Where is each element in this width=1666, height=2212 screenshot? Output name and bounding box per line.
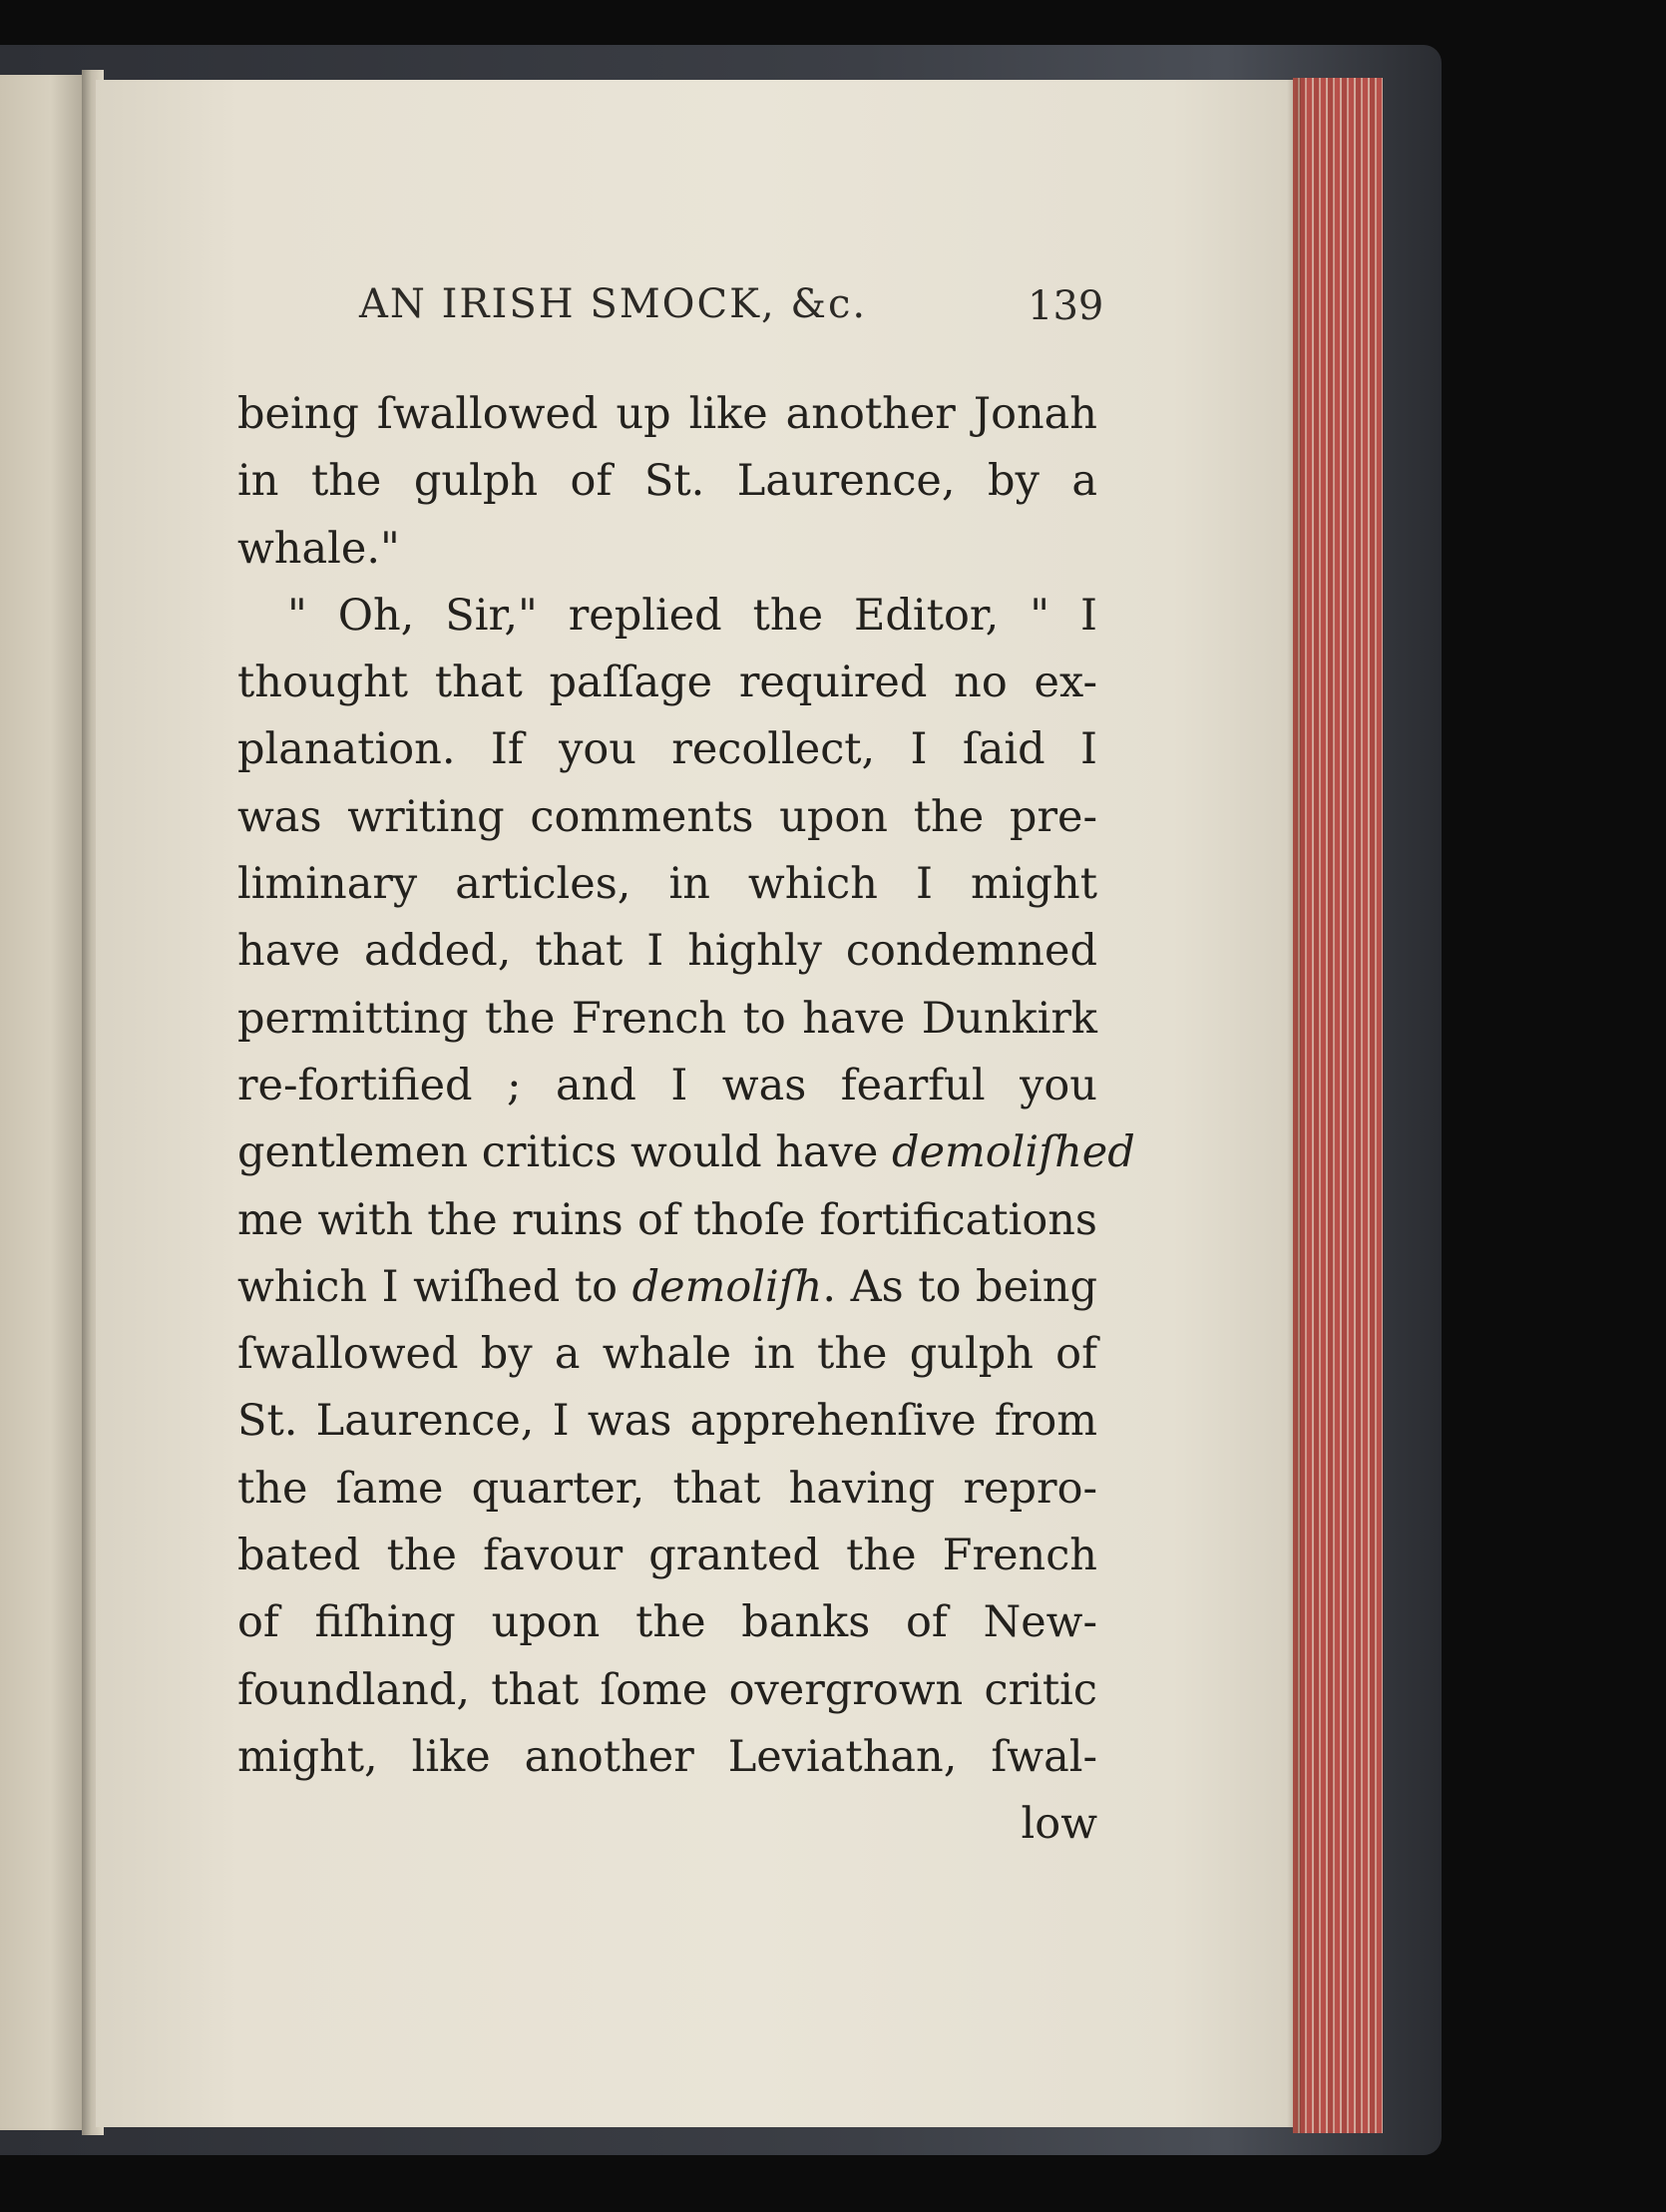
page-edge-shadow <box>1287 78 1301 2133</box>
text-line: might, like another Leviathan, ſwal- <box>237 1731 1097 1782</box>
text-segment: gentlemen critics would have <box>237 1127 893 1178</box>
text-line: the ſame quarter, that having repro- <box>237 1463 1097 1514</box>
text-line: foundland, that ſome overgrown critic <box>237 1664 1097 1715</box>
body-text <box>237 381 1135 1859</box>
text-line <box>237 1119 1135 1186</box>
text-line: liminary articles, in which I might <box>237 859 1097 910</box>
text-line: have added, that I highly condemned <box>237 926 1097 977</box>
text-line: thought that paſſage required no ex- <box>237 658 1097 708</box>
text-line: permitting the French to have Dunkirk <box>237 993 1097 1044</box>
text-segment: . As to being <box>822 1261 1097 1312</box>
text-line: ſwallowed by a whale in the gulph of <box>237 1329 1097 1380</box>
text-line: was writing comments upon the pre- <box>237 791 1097 842</box>
italic-word: demoliſhed <box>892 1127 1135 1178</box>
text-line: bated the favour granted the French <box>237 1531 1097 1581</box>
text-line: St. Laurence, I was apprehenſive from <box>237 1396 1097 1447</box>
running-head-title: AN IRISH SMOCK, &c. <box>359 281 868 327</box>
text-line: whale." <box>237 523 400 574</box>
text-line: me with the ruins of thoſe fortifications <box>237 1194 1097 1245</box>
left-page-edge <box>0 75 92 2130</box>
text-line: " Oh, Sir," replied the Editor, " I <box>287 590 1097 641</box>
italic-word: demoliſh <box>631 1261 823 1312</box>
text-line: planation. If you recollect, I ſaid I <box>237 724 1097 775</box>
red-page-edges <box>1293 78 1383 2133</box>
text-line: re-fortified ; and I was fearful you <box>237 1060 1097 1110</box>
text-line: in the gulph of St. Laurence, by a <box>237 456 1097 507</box>
text-line: being ſwallowed up like another Jonah <box>237 389 1097 439</box>
text-line <box>237 1254 1097 1321</box>
text-line: of fiſhing upon the banks of New- <box>237 1597 1097 1648</box>
page-number: 139 <box>1028 283 1104 329</box>
catchword: low <box>1021 1799 1097 1850</box>
text-segment: which I wiſhed to <box>237 1261 632 1312</box>
